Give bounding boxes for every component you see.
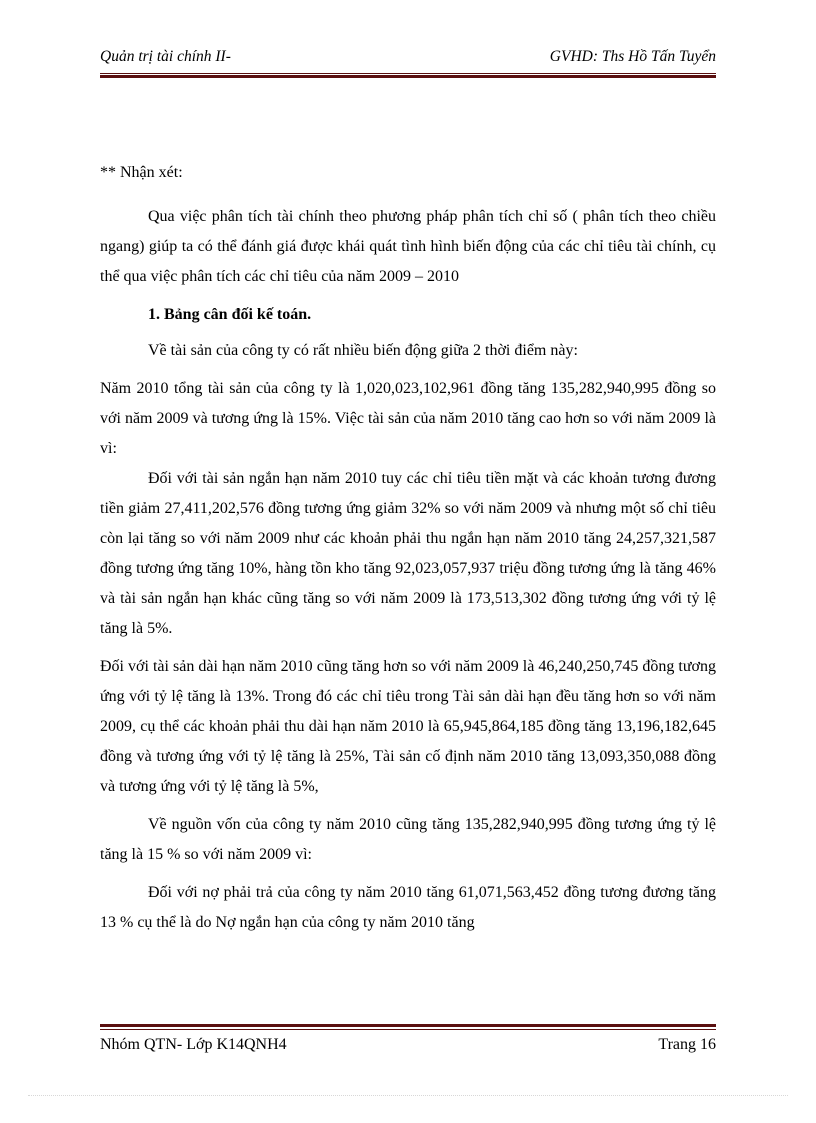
- liabilities-paragraph: Đối với nợ phải trả của công ty năm 2010 tăng 61,071,563,452 đồng tương đương tăng 13 % cụ thể là do Nợ ngắn hạn của công ty năm 2010 tăng: [100, 884, 716, 931]
- capital-paragraph: Về nguồn vốn của công ty năm 2010 cũng tăng 135,282,940,995 đồng tương ứng tỷ lệ tăng là 15 % so với năm 2009 vì:: [100, 816, 716, 863]
- header-divider-thick: [100, 75, 716, 78]
- total-assets-paragraph: Năm 2010 tổng tài sản của công ty là 1,020,023,102,961 đồng tăng 135,282,940,995 đồng so với năm 2009 và tương ứng là 15%. Việc tài sản của năm 2010 tăng cao hơn so với năm 2009 là vì:: [100, 380, 716, 457]
- header-divider-thin: [100, 73, 716, 74]
- header-course-title: Quản trị tài chính II-: [100, 48, 231, 65]
- remark-label: ** Nhận xét:: [100, 164, 183, 181]
- footer-divider-thick: [100, 1024, 716, 1027]
- section-heading: 1. Bảng cân đối kế toán.: [148, 306, 312, 323]
- intro-paragraph: Qua việc phân tích tài chính theo phương pháp phân tích chỉ số ( phân tích theo chiều ngang) giúp ta có thể đánh giá được khái quát tình hình biến động của các chỉ tiêu tài chính, cụ thể qua việc phân tích các chỉ tiêu của năm 2009 – 2010: [100, 208, 716, 285]
- assets-intro-paragraph: Về tài sản của công ty có rất nhiều biến động giữa 2 thời điểm này:: [148, 342, 578, 359]
- page-bottom-dotted-line: [28, 1095, 788, 1096]
- footer-page-number: Trang 16: [658, 1036, 716, 1053]
- document-body: [100, 158, 716, 938]
- long-term-assets-paragraph: Đối với tài sản dài hạn năm 2010 cũng tăng hơn so với năm 2009 là 46,240,250,745 đồng tương ứng với tỷ lệ tăng là 13%. Trong đó các chỉ tiêu trong Tài sản dài hạn đều tăng hơn so với năm 2009, cụ thể các khoản phải thu dài hạn năm 2010 là 65,945,864,185 đồng tăng 13,196,182,645 đồng và tương ứng với tỷ lệ tăng là 25%, Tài sản cố định năm 2010 tăng 13,093,350,088 đồng và tương ứng với tỷ lệ tăng là 5%,: [100, 658, 716, 795]
- page-header: [100, 46, 716, 72]
- footer-group-class: Nhóm QTN- Lớp K14QNH4: [100, 1036, 287, 1053]
- header-instructor: GVHD: Ths Hồ Tấn Tuyển: [549, 48, 716, 65]
- footer-divider-thin: [100, 1029, 716, 1030]
- short-term-assets-paragraph: Đối với tài sản ngắn hạn năm 2010 tuy các chỉ tiêu tiền mặt và các khoản tương đương tiền giảm 27,411,202,576 đồng tương ứng giảm 32% so với năm 2009 và nhưng một số chỉ tiêu còn lại tăng so với năm 2009 như các khoản phải thu ngắn hạn năm 2010 tăng 24,257,321,587 đồng tương ứng tăng 10%, hàng tồn kho tăng 92,023,057,937 triệu đồng tương ứng là tăng 46% và tài sản ngắn hạn khác cũng tăng so với năm 2009 là 173,513,302 đồng tương ứng với tỷ lệ tăng là 5%.: [100, 470, 716, 637]
